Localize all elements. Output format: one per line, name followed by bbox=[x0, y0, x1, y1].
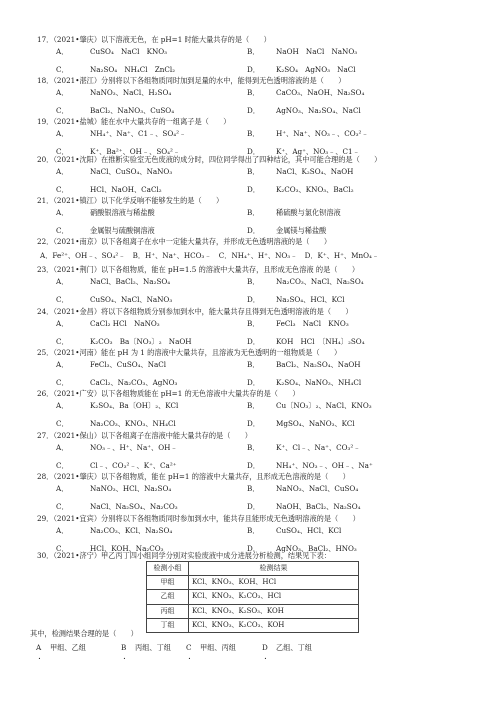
question-27 bbox=[37, 432, 252, 439]
question-text: ．（2021•盐城）能在水中大量共存的一组离子是（ ） bbox=[46, 117, 231, 126]
option-label: B． bbox=[247, 401, 260, 410]
decorative-dot: . bbox=[38, 652, 41, 662]
option-label: C． bbox=[56, 502, 69, 511]
option-label: D． bbox=[247, 147, 260, 156]
question-text: ．（2021•镇江）以下化学反响不能够发生的是（ ） bbox=[46, 196, 224, 205]
option-text[interactable]: CuSO₄ NaCl KNO₃ bbox=[90, 47, 168, 56]
option-text[interactable]: NH₄⁺、NO₃﹣、OH﹣、Na⁺ bbox=[276, 461, 373, 470]
option-label: A． bbox=[56, 208, 69, 217]
option-text[interactable]: NaNO₃、NaCl、CuSO₄ bbox=[276, 484, 359, 493]
option-label: B． bbox=[247, 443, 260, 452]
option-label: D． bbox=[247, 65, 260, 74]
table-row bbox=[147, 576, 359, 590]
option-label: D． bbox=[247, 461, 260, 470]
option-text[interactable]: NaOH NaCl NaNO₃ bbox=[276, 47, 358, 56]
question-number: 26 bbox=[37, 389, 47, 398]
question-21 bbox=[37, 197, 223, 204]
question-number: 20 bbox=[37, 155, 47, 164]
option-label: B． bbox=[247, 88, 260, 97]
option-label: B． bbox=[247, 526, 260, 535]
question-30 bbox=[37, 552, 331, 559]
question-text: ．（2021•广安）以下各组物质能在 pH=1 的无色溶液中大量共存的是（ ） bbox=[46, 389, 300, 398]
option-label: C． bbox=[56, 226, 69, 235]
option-label: A． bbox=[56, 484, 69, 493]
q30-question: 其中，检测结果合理的是（ ） bbox=[30, 629, 138, 638]
question-number: 18 bbox=[37, 76, 47, 85]
header-result: 检测结果 bbox=[189, 562, 359, 576]
option-text[interactable]: Na₂CO₃、NaCl、Na₂SO₄ bbox=[276, 277, 364, 286]
table-header-row bbox=[147, 562, 359, 576]
option-row-inline: A．Fe²⁺、OH﹣、SO₄²﹣ B．H⁺、Na⁺、HCO₃﹣ C．NH₄⁺、H⁺、NO₃﹣ D．K⁺、H⁺、MnO₄﹣ bbox=[40, 251, 380, 260]
question-29 bbox=[37, 515, 360, 522]
option-text[interactable]: HCl、NaOH、CaCl₂ bbox=[90, 185, 162, 194]
header-group: 检测小组 bbox=[147, 562, 189, 576]
option-text[interactable]: CuSO₄、HCl、KCl bbox=[276, 526, 342, 535]
option-text[interactable]: NaCl、K₂SO₄、NaOH bbox=[276, 167, 354, 176]
option-text[interactable]: K⁺、Ba²⁺、OH﹣、SO₄²﹣ bbox=[90, 147, 181, 156]
option-text[interactable]: NaNO₃、NaCl、H₂SO₄ bbox=[90, 88, 172, 97]
cell-group: 甲组 bbox=[147, 576, 189, 590]
question-text: ．（2021•南京）以下各组离子在水中一定能大量共存，并形成无色透明溶液的是（ ） bbox=[46, 237, 332, 246]
option-label: D． bbox=[247, 378, 260, 387]
cell-result: KCl、KNO₃、K₂SO₃、KOH bbox=[189, 604, 359, 618]
question-text: ．（2021•肇庆）以下溶液无色，在 pH=1 时能大量共存的是（ ） bbox=[46, 35, 271, 44]
question-number: 25 bbox=[37, 348, 47, 357]
option-text[interactable]: 乙组、丁组 bbox=[276, 643, 312, 652]
option-text[interactable]: FeCl₃ NaCl KNO₃ bbox=[276, 319, 349, 328]
question-20 bbox=[37, 156, 381, 163]
option-label: C． bbox=[56, 65, 69, 74]
option-label: B． bbox=[247, 208, 260, 217]
result-table bbox=[146, 561, 359, 633]
question-19 bbox=[37, 118, 230, 125]
option-label: B． bbox=[247, 360, 260, 369]
option-label: A． bbox=[56, 443, 69, 452]
option-label: A． bbox=[56, 401, 69, 410]
option-text[interactable]: NaCl、CuSO₄、NaNO₃ bbox=[90, 167, 173, 176]
cell-result: KCl、KNO₃、K₂CO₃、KOH bbox=[189, 618, 359, 632]
option-label: C． bbox=[56, 147, 69, 156]
question-text: ．（2021•沈阳）在推断实验室无色废液的成分时，四位同学得出了四种结论，其中可能合理的是（ ） bbox=[46, 155, 382, 164]
option-label: C． bbox=[56, 378, 69, 387]
question-25 bbox=[37, 349, 341, 356]
option-label: D． bbox=[247, 419, 260, 428]
option-text[interactable]: Na₂CO₃、KCl、Na₂SO₄ bbox=[90, 526, 173, 535]
decorative-dot: . bbox=[264, 652, 267, 662]
option-label: A． bbox=[56, 129, 69, 138]
option-label: A bbox=[36, 643, 42, 652]
option-text[interactable]: Na₂CO₃、KNO₃、NH₄Cl bbox=[90, 419, 176, 428]
option-text[interactable]: CuSO₄、NaCl、NaNO₃ bbox=[90, 295, 173, 304]
question-number: 17 bbox=[37, 35, 47, 44]
option-text[interactable]: 丙组、丁组 bbox=[135, 643, 171, 652]
option-text[interactable]: 金属镁与稀盐酸 bbox=[276, 226, 327, 235]
option-label: A． bbox=[56, 277, 69, 286]
question-number: 30 bbox=[37, 551, 47, 560]
option-label: D． bbox=[247, 544, 260, 553]
option-text[interactable]: KOH HCl 〔NH₄〕₂SO₄ bbox=[276, 337, 365, 346]
option-label: C． bbox=[56, 295, 69, 304]
option-label: A． bbox=[56, 360, 69, 369]
option-label: B． bbox=[247, 484, 260, 493]
option-text[interactable]: NH₄⁺、Na⁺、C1﹣、SO₄²﹣ bbox=[90, 129, 187, 138]
option-label: D． bbox=[247, 106, 260, 115]
option-label: D． bbox=[247, 337, 260, 346]
option-text[interactable]: Na₂SO₄ NH₄Cl ZnCl₂ bbox=[90, 65, 176, 74]
option-text[interactable]: CaCl₂、Na₂CO₃、AgNO₃ bbox=[90, 378, 178, 387]
option-label: A． bbox=[56, 47, 69, 56]
question-18 bbox=[37, 77, 345, 84]
table-row bbox=[147, 604, 359, 618]
option-label: B． bbox=[247, 319, 260, 328]
option-text[interactable]: H⁺、Na⁺、NO₃﹣、CO₃²﹣ bbox=[276, 129, 369, 138]
question-26 bbox=[37, 390, 300, 397]
option-text[interactable]: 甲组、乙组 bbox=[50, 643, 86, 652]
option-label: A． bbox=[56, 167, 69, 176]
cell-result: KCl、KNO₃、KOH、HCl bbox=[189, 576, 359, 590]
question-text: ．（2021•河南）能在 pH 为 1 的溶液中大量共存，且溶液为无色透明的一组物质是（ ） bbox=[46, 348, 342, 357]
question-24 bbox=[37, 308, 353, 315]
question-number: 28 bbox=[37, 472, 47, 481]
option-text[interactable]: 硝酸银溶液与稀盐酸 bbox=[90, 208, 155, 217]
question-17 bbox=[37, 36, 271, 43]
option-label: B bbox=[121, 643, 127, 652]
question-22 bbox=[37, 238, 331, 245]
cell-group: 丙组 bbox=[147, 604, 189, 618]
decorative-dot: . bbox=[123, 652, 126, 662]
option-text[interactable]: 稀硫酸与氯化钡溶液 bbox=[276, 208, 341, 217]
question-number: 29 bbox=[37, 514, 47, 523]
question-number: 27 bbox=[37, 431, 47, 440]
option-label: C． bbox=[56, 544, 69, 553]
option-text[interactable]: Na₂SO₄、HCl、KCl bbox=[276, 295, 345, 304]
option-text[interactable]: Cu〔NO₃〕₂、NaCl、KNO₃ bbox=[276, 401, 372, 410]
option-text[interactable]: AgNO₃、BaCl₂、HNO₃ bbox=[276, 544, 357, 553]
option-text[interactable]: K₂CO₃、KNO₃、BaCl₂ bbox=[276, 185, 354, 194]
question-text: ．（2021•宜宾）分别将以下各组物质同时参加到水中，能共存且能形成无色透明溶液的是（ ） bbox=[46, 514, 360, 523]
cell-result: KCl、KNO₃、K₂CO₃、HCl bbox=[189, 590, 359, 604]
table-row bbox=[147, 618, 359, 632]
question-text: ．（2021•金昌）将以下各组物质分别参加到水中，能大量共存且得到无色透明溶液的是（ ） bbox=[46, 307, 353, 316]
option-label: C． bbox=[56, 419, 69, 428]
question-number: 23 bbox=[37, 265, 47, 274]
option-text[interactable]: BaCl₂、Na₂SO₄、NaOH bbox=[276, 360, 361, 369]
question-number: 21 bbox=[37, 196, 47, 205]
question-number: 19 bbox=[37, 117, 47, 126]
option-label: D bbox=[262, 643, 268, 652]
option-text[interactable]: K⁺、Cl﹣、Na⁺、CO₃²﹣ bbox=[276, 443, 361, 452]
option-label: C． bbox=[56, 106, 69, 115]
option-label: B． bbox=[247, 167, 260, 176]
option-label: C． bbox=[56, 461, 69, 470]
cell-group: 丁组 bbox=[147, 618, 189, 632]
option-label: A． bbox=[56, 88, 69, 97]
option-text[interactable]: NO₃﹣、H⁺、Na⁺、OH﹣ bbox=[90, 443, 178, 452]
option-label: C bbox=[186, 643, 192, 652]
table-row bbox=[147, 590, 359, 604]
option-text[interactable]: K₂SO₄、NaNO₃、NH₄Cl bbox=[276, 378, 362, 387]
option-text[interactable]: K⁺、Ag⁺、NO₃﹣、C1﹣ bbox=[276, 147, 360, 156]
option-text[interactable]: K₂SO₄、Ba〔OH〕₂、KCl bbox=[90, 401, 179, 410]
option-text[interactable]: NaNO₃、HCl、Na₂SO₄ bbox=[90, 484, 172, 493]
option-text[interactable]: BaCl₂、NaNO₃、CuSO₄ bbox=[90, 106, 175, 115]
option-label: A． bbox=[56, 526, 69, 535]
option-text[interactable]: NaCl、Na₂SO₄、Na₂CO₃ bbox=[90, 502, 178, 511]
option-text[interactable]: 甲组、丙组 bbox=[200, 643, 236, 652]
option-label: B． bbox=[247, 47, 260, 56]
option-text[interactable]: CaCO₃、NaOH、Na₂SO₄ bbox=[276, 88, 365, 97]
decorative-dot: . bbox=[188, 652, 191, 662]
question-28 bbox=[37, 473, 350, 480]
option-text[interactable]: MgSO₄、NaNO₃、KCl bbox=[276, 419, 355, 428]
option-text[interactable]: K₂SO₄ AgNO₃ NaCl bbox=[276, 65, 356, 74]
option-label: C． bbox=[56, 337, 69, 346]
option-text[interactable]: CaCl₂ HCl NaNO₃ bbox=[90, 319, 160, 328]
question-text: ．（2021•湛江）分别将以下各组物质同时加到足量的水中，能得到无色透明溶液的是（ ） bbox=[46, 76, 346, 85]
option-label: A． bbox=[56, 319, 69, 328]
option-text[interactable]: FeCl₃、CuSO₄、NaCl bbox=[90, 360, 167, 369]
question-number: 24 bbox=[37, 307, 47, 316]
question-text: ．（2021•荆门）以下各组物质，能在 pH=1.5 的溶液中大量共存，且形成无色溶液 的是（ ） bbox=[46, 265, 360, 274]
option-label: D． bbox=[247, 502, 260, 511]
option-label: D． bbox=[247, 295, 260, 304]
question-text: ．（2021•肇庆）以下各组物质，能在 pH=1 的溶液中大量共存，且形成无色溶液的是（ ） bbox=[46, 472, 350, 481]
question-text: ．（2021•保山）以下各组离子在溶液中能大量共存的是（ ） bbox=[46, 431, 252, 440]
option-label: B． bbox=[247, 129, 260, 138]
option-text[interactable]: 金属银与硫酸铜溶液 bbox=[90, 226, 155, 235]
option-text[interactable]: HCl、KOH、Na₂CO₃ bbox=[90, 544, 164, 553]
question-text: ．（2021•济宁）甲乙丙丁四小组同学分别对实验废液中成分进展分析检测，结果见下表： bbox=[46, 551, 332, 560]
option-text[interactable]: NaOH、BaCl₂、Na₂SO₄ bbox=[276, 502, 361, 511]
option-label: C． bbox=[56, 185, 69, 194]
option-text[interactable]: K₂CO₃ Ba〔NO₃〕₂ NaOH bbox=[90, 337, 192, 346]
cell-group: 乙组 bbox=[147, 590, 189, 604]
option-label: B． bbox=[247, 277, 260, 286]
question-23 bbox=[37, 266, 359, 273]
option-text[interactable]: AgNO₃、Na₂SO₄、NaCl bbox=[276, 106, 361, 115]
option-text[interactable]: NaCl、BaCl₂、Na₂SO₄ bbox=[90, 277, 171, 286]
question-number: 22 bbox=[37, 237, 47, 246]
option-label: D． bbox=[247, 226, 260, 235]
option-text[interactable]: Cl﹣、CO₃²﹣、K⁺、Ca²⁺ bbox=[90, 461, 177, 470]
option-label: D． bbox=[247, 185, 260, 194]
